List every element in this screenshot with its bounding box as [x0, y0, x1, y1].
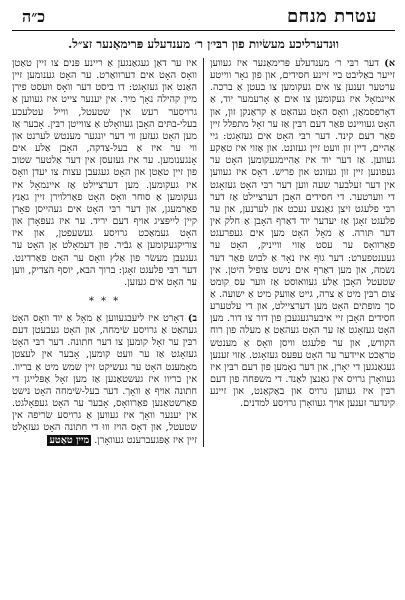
two-column-body	[12, 58, 395, 447]
left-column	[12, 58, 204, 447]
page-number: כ״ה	[22, 7, 46, 26]
section-b	[12, 313, 197, 447]
section-a-label: א)	[384, 58, 395, 69]
header-rule	[12, 30, 395, 31]
section-a-text: דער רבּי ר׳ מענדעלע פּרימאַנער איז געווען זייער באַליבט ביי זיינע חסידים, און פון גאָר ווייטע ערטער זענען צו אים געקומען צו בעטן אַ ברכה. איינמאָל איז געקומען צו אים אַ אָרעמער יוד, אַ דאָרפסמאַן, וואָס האָט געהאַט אַ קראַנקן זון, און האָט געוויינט פאַר דעם רבּין אַז ער זאָל מתפלל זיין פאַר דעם קינד. דער רבּי האָט אים געזאָגט: גיי אַהיים, דיין זון וועט זיין געזונט. און אַזוי איז טאַקע געווען. אַז דער יוד איז אַהיימגעקומען האָט ער געפונען זיין זון געזונט און פריש. דאָס איז געווען אין דער זעלבער שעה ווען דער רבּי האָט געזאָגט די ווערטער. די חסידים האָבן דערציילט אַז דער רבּי פלעגט זיצן גאַנצע נעכט און לערנען, און ער פלעגט זאָגן אַז יעדער יוד דאַרף האָבן אַ חלק אין דער תּורה. אַ מאָל האָט מען אים געפרעגט פאַרוואָס ער עסט אַזוי ווייניק, האָט ער געענטפערט: דער גוף איז נאָר אַ לבוש פאַר דער נשמה, און מען דאַרף אים נישט צופיל היטן. אין שטעטל האָבן אַלע געוואוסט אַז ווער עס קומט צום רבּין מיט אַ צרה, גייט אַוועק מיט אַ ישועה. אַ סך מופתים האָט מען דערציילט, און די עלטערע חסידים האָבן זיי איבערגעגעבן פון דור צו דור. מען האָט געזאָגט אַז ער האָט געהאַט אַ מעלה פון רוח הקודש, און ער פלעגט וויסן וואָס אַ מענטש טראַכט איידער ער האָט עפּעס געזאָגט. אַזוי זענען געגאַנגען די יאָרן, און דער נאָמען פון דעם רבּין איז געוואָרן גרויס אין גאַנצן לאַנד. די משפּחה פון דעם רבּין איז געווען גרויס און באַקאַנט, און זיינע קינדער זענען אויך געוואָרן גרויסע למדנים.	[210, 58, 395, 410]
section-a	[210, 58, 395, 411]
ink-stamp: מיין טאַטע	[49, 434, 90, 446]
right-column	[204, 58, 395, 447]
running-header	[12, 6, 395, 28]
chapter-title: ווּנדערליכע מעשׂיות פון רבּי׳ן ר׳ מענדעלע פּרימאַנער זצ״ל.	[68, 37, 339, 51]
section-b-label: ב)	[187, 312, 197, 324]
section-b-text: דאָרט איז ליעבגעווען אַ מאָל אַ יוד וואָס האָט געהאַט אַ גרויסע שׂימחה, און האָט געבעטן דעם רבּין ער זאָל קומען צו דער חתונה. דער רבּי האָט געזאָגט אַז ער וועט קומען, אָבער אין לעצטן מאָמענט האָט ער געשיקט זיין שמש מיט אַ בריוו. אין בריוו איז געשטאַנען אַז מען זאָל אָפּלייגן די חתונה אויף אַ וואָך. דער בעל-שׂימחה האָט נישט פאַרשטאַנען פאַרוואָס, אָבער ער האָט געפאָלגט. אין יענער וואָך איז געווען אַ גרויסע שׂריפה אין שטעטל, און דאָס הויז וווּ די חתונה האָט געזאָלט זיין איז אָפּגעברענט געוואָרן.	[12, 312, 197, 446]
book-title: עטרת מנחם	[286, 6, 377, 27]
section-divider: * * *	[88, 295, 121, 307]
section-a-continued: איז ער דאַן געגאַנגען אַ ריינע פּנים צו זיין טאַטן וואָס האָט אים דערוואַרט. ער האָט גענומען זיין האַנט און געזאָגט: דו ביסט דער וואָס וועסט פירן מיין קהילה נאָך מיר. אין יענער צייט איז געווען אַ גרויסער רעש אין שטעטל, ווייל עטלעכע בעלי-בתּים האָבן געוואָלט אַ צווייטן רבּין. אָבער אַז מען האָט געזען ווי דער יונגער מענטש לערנט און ווי ער איז אַ בעל-צדקה, האָבן אַלע אים אָנגענומען. ער איז געזעסן אין דער אַלטער שטוב פון זיין טאַטן און האָט געגעבן עצות צו יעדן וואָס איז געקומען. מען דערציילט אַז איינמאָל איז געקומען אַ סוחר וואָס האָט פאַרלוירן זיין גאַנץ פאַרמעגן, און דער רבּי האָט אים געהייסן פאָרן קיין לייפּציג אויף דעם יריד. ער איז געפאָרן און האָט געמאַכט גרויסע געשעפטן, און איז צוריקגעקומען אַ גבֿיר. פון דעמאָלט אָן האָט ער געגעבן מעשׂר פון אַלץ וואָס ער האָט פאַרדינט. דער רבּי פלעגט זאָגן: ברוך הבא, יוסף הצדיק, ווען ער האָט אים געזען.	[12, 58, 197, 288]
